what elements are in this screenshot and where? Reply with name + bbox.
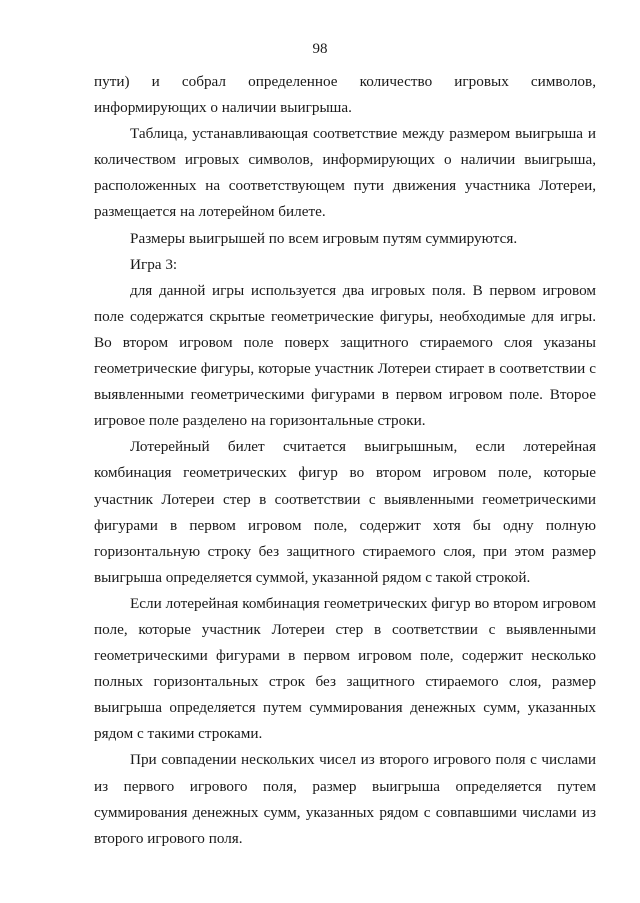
paragraph-sum-rule: Размеры выигрышей по всем игровым путям суммируются. xyxy=(130,229,518,247)
paragraph-multiple-rows: Если лотерейная комбинация геометрических фигур во втором игровом поле, которые участник Лотереи стер в соответствии с выявленными геометрическими фигурами в первом игровом поле, содержит несколько полных горизонтальных строк без защитного стираемого слоя, размер выигрыша определяется путем суммирования денежных сумм, указанных рядом с такими строками. xyxy=(94,594,596,743)
page-number: 98 xyxy=(312,41,328,57)
paragraph-continuation: пути) и собрал определенное количество игровых символов, информирующих о наличии выигрыша. xyxy=(94,73,596,117)
paragraph-game-3-description: для данной игры используется два игровых поля. В первом игровом поле содержатся скрытые геометрические фигуры, необходимые для игры. Во втором игровом поле поверх защитного стираемого слоя указаны геометрические фигуры, которые участник Лотереи стирает в соответствии с выявленными геометрическими фигурами в первом игровом поле. Второе игровое поле разделено на горизонтальные строки. xyxy=(94,281,596,430)
body-text xyxy=(94,69,596,852)
paragraph-number-match: При совпадении нескольких чисел из второго игрового поля с числами из первого игрового поля, размер выигрыша определяется путем суммирования денежных сумм, указанных рядом с совпавшими числами из второго игрового поля. xyxy=(94,751,596,847)
paragraph-winning-ticket: Лотерейный билет считается выигрышным, если лотерейная комбинация геометрических фигур во втором игровом поле, которые участник Лотереи стер в соответствии с выявленными геометрическими фигурами в первом игровом поле, содержит хотя бы одну полную горизонтальную строку без защитного стираемого слоя, при этом размер выигрыша определяется суммой, указанной рядом с такой строкой. xyxy=(94,438,596,586)
game-3-heading: Игра 3: xyxy=(130,255,178,273)
paragraph-table-description: Таблица, устанавливающая соответствие между размером выигрыша и количеством игровых символов, информирующих о наличии выигрыша, расположенных на соответствующем пути движения участника Лотереи, размещается на лотерейном билете. xyxy=(94,125,596,221)
